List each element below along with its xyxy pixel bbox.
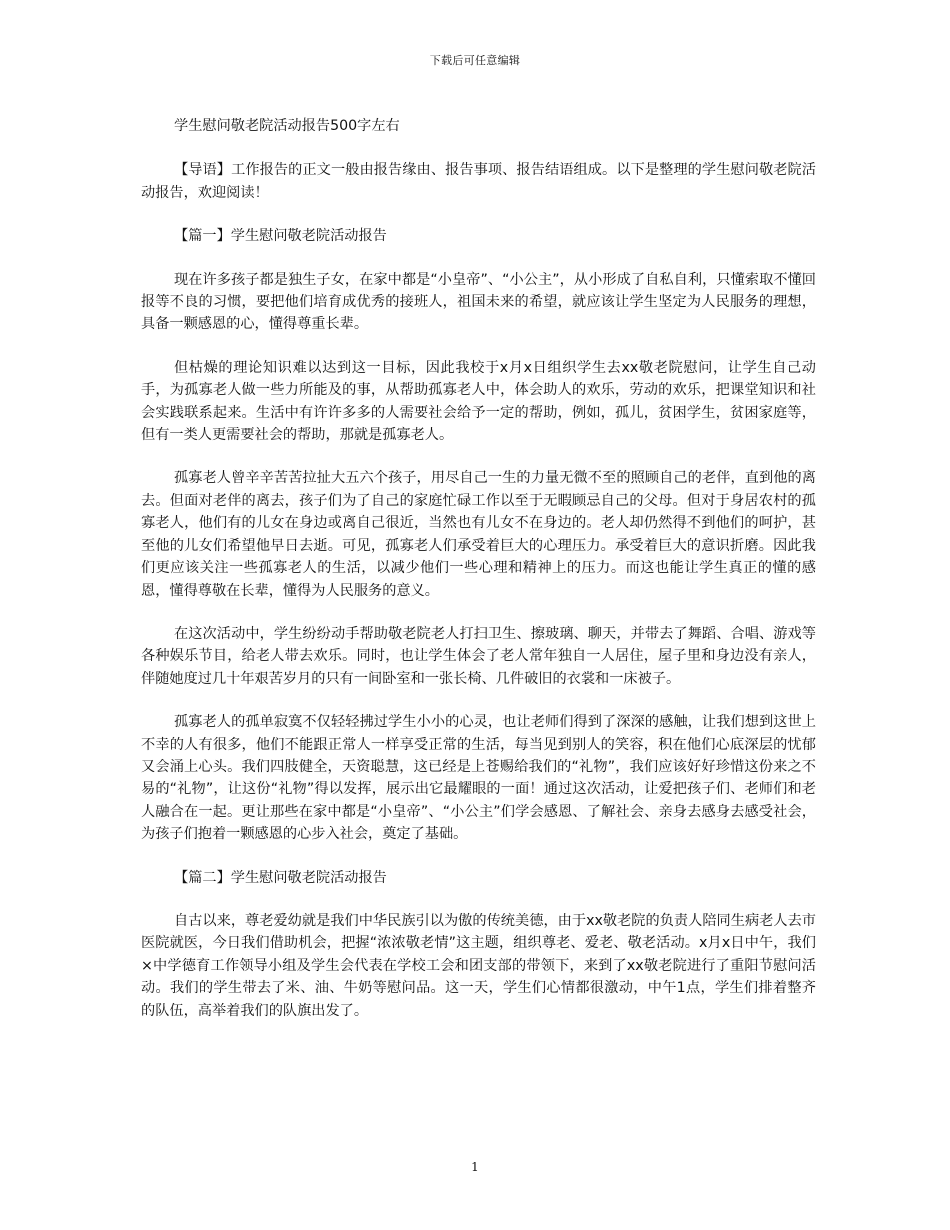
document-title: 学生慰问敬老院活动报告500字左右 xyxy=(174,118,400,134)
page-number: 1 xyxy=(471,1160,479,1174)
header-note: 下载后可任意编辑 xyxy=(429,54,521,67)
paragraph: 孤寡老人的孤单寂寞不仅轻轻拂过学生小小的心灵，也让老师们得到了深深的感触，让我们想到这世上不幸的人有很多，他们不能跟正常人一样享受正常的生活，每当见到别人的笑容，积在他们心底深层的忧郁又会涌上心头。我们四肢健全，天资聪慧，这已经是上苍赐给我们的“礼物”，我们应该好好珍惜这份来之不易的“礼物”，让这份“礼物”得以发挥，展示出它最耀眼的一面！通过这次活动，让爱把孩子们、老师们和老人融合在一起。更让那些在家中都是“小皇帝”、“小公主”们学会感恩、了解社会、亲身去感身去感受社会，为孩子们抱着一颗感恩的心步入社会，奠定了基础。 xyxy=(141,714,816,843)
paragraph: 孤寡老人曾辛辛苦苦拉扯大五六个孩子，用尽自己一生的力量无微不至的照顾自己的老伴，直到他的离去。但面对老伴的离去，孩子们为了自己的家庭忙碌工作以至于无暇顾忌自己的父母。但对于身居农村的孤寡老人，他们有的儿女在身边或离自己很近，当然也有儿女不在身边的。老人却仍然得不到他们的呵护，甚至他的儿女们希望他早日去逝。可见，孤寡老人们承受着巨大的心理压力。承受着巨大的意识折磨。因此我们更应该关注一些孤寡老人的生活，以减少他们一些心理和精神上的压力。而这也能让学生真正的懂的感恩，懂得尊敬在长辈，懂得为人民服务的意义。 xyxy=(141,470,816,599)
paragraph: 自古以来，尊老爱幼就是我们中华民族引以为傲的传统美德，由于xx敬老院的负责人陪同生病老人去市医院就医，今日我们借助机会，把握“浓浓敬老情”这主题，组织尊老、爱老、敬老活动。x月x日中午，我们×中学德育工作领导小组及学生会代表在学校工会和团支部的带领下，来到了xx敬老院进行了重阳节慰问活动。我们的学生带去了米、油、牛奶等慰问品。这一天，学生们心情都很激动，中午1点，学生们排着整齐的队伍，高举着我们的队旗出发了。 xyxy=(141,912,816,1019)
document-body xyxy=(141,115,816,1043)
section-heading-1: 【篇一】学生慰问敬老院活动报告 xyxy=(174,228,387,245)
paragraph: 现在许多孩子都是独生子女，在家中都是“小皇帝”、“小公主”，从小形成了自私自利，只懂索取不懂回报等不良的习惯，要把他们培育成优秀的接班人，祖国未来的希望，就应该让学生坚定为人民服务的理想，具备一颗感恩的心，懂得尊重长辈。 xyxy=(141,271,816,333)
paragraph: 但枯燥的理论知识难以达到这一目标，因此我校于x月x日组织学生去xx敬老院慰问，让学生自己动手，为孤寡老人做一些力所能及的事，从帮助孤寡老人中，体会助人的欢乐，劳动的欢乐，把课堂知识和社会实践联系起来。生活中有许许多多的人需要社会给予一定的帮助，例如，孤儿，贫困学生，贫困家庭等，但有一类人更需要社会的帮助，那就是孤寡老人。 xyxy=(141,359,816,444)
paragraph-intro: 【导语】工作报告的正文一般由报告缘由、报告事项、报告结语组成。以下是整理的学生慰问敬老院活动报告，欢迎阅读！ xyxy=(141,162,816,201)
section-heading-2: 【篇二】学生慰问敬老院活动报告 xyxy=(174,869,387,886)
paragraph: 在这次活动中，学生纷纷动手帮助敬老院老人打扫卫生、擦玻璃、聊天，并带去了舞蹈、合唱、游戏等各种娱乐节目，给老人带去欢乐。同时，也让学生体会了老人常年独自一人居住，屋子里和身边没有亲人，伴随她度过几十年艰苦岁月的只有一间卧室和一张长椅、几件破旧的衣裳和一床被子。 xyxy=(141,625,816,687)
